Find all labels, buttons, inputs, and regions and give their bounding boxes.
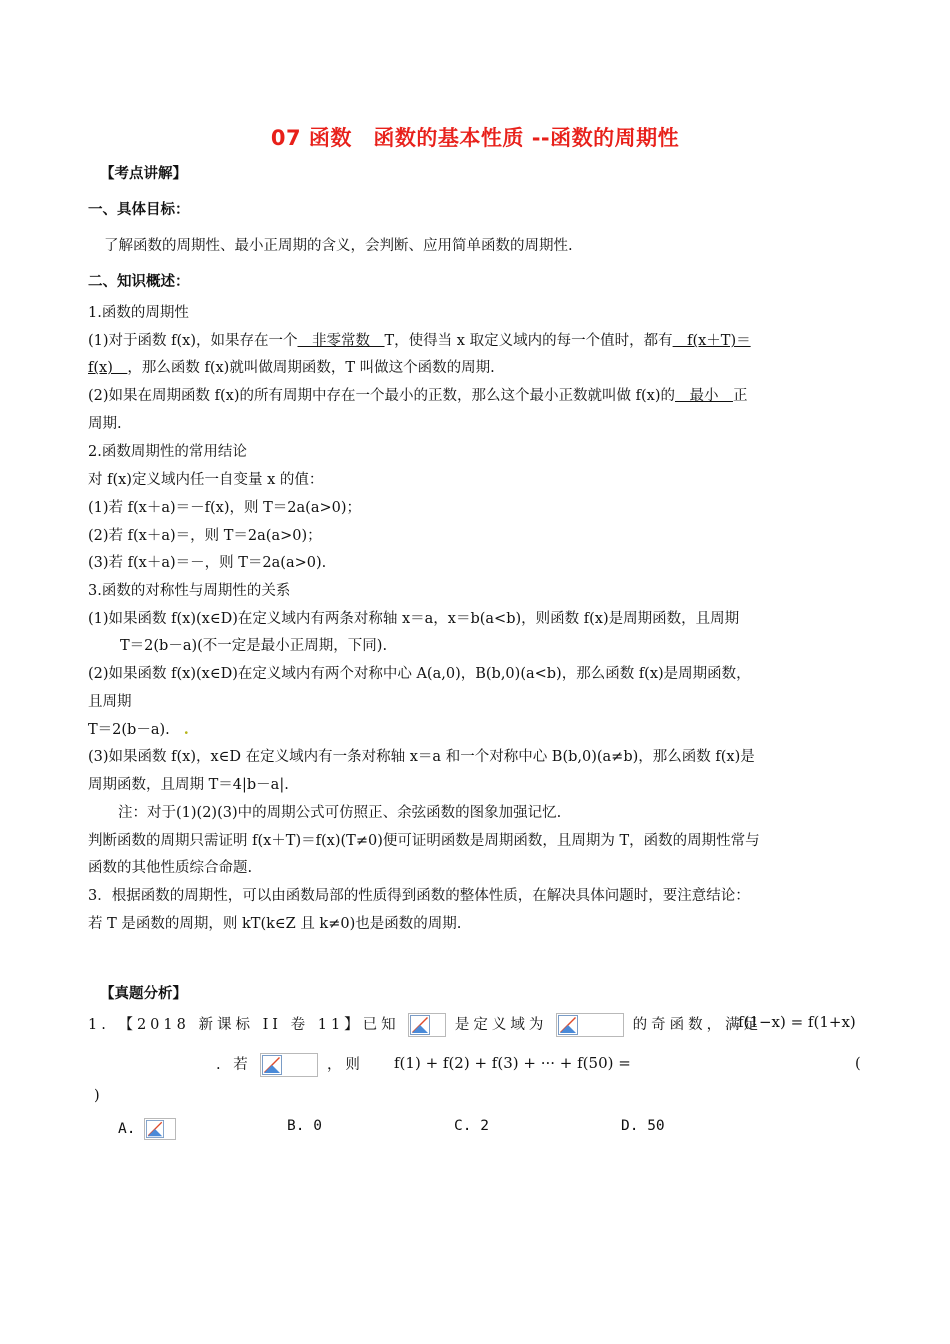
- question-1-formula-1: f(1−x) = f(1+x): [738, 1013, 856, 1031]
- k3-paragraph-1: (1)如果函数 f(x)(x∈D)在定义域内有两条对称轴 x＝a，x＝b(a<b)，则函数 f(x)是周期函数，且周期: [88, 611, 740, 627]
- k3-paragraph-1-cont: T＝2(b－a)(不一定是最小正周期，下同).: [120, 638, 388, 654]
- k1-title: 1.函数的周期性: [88, 305, 189, 321]
- option-c[interactable]: C. 2: [454, 1118, 489, 1134]
- note: 注：对于(1)(2)(3)中的周期公式可仿照正、余弦函数的图象加强记忆.: [118, 805, 562, 821]
- image-placeholder-icon: [408, 1013, 446, 1037]
- section-2-heading: 二、知识概述：: [88, 274, 190, 290]
- image-placeholder-icon: [260, 1053, 318, 1077]
- image-placeholder-icon: [556, 1013, 624, 1037]
- broken-image-icon: [410, 1015, 430, 1035]
- question-1-paren-open: (: [855, 1056, 861, 1072]
- k4-line-2: 若 T 是函数的周期，则 kT(k∈Z 且 k≠0)也是函数的周期.: [88, 916, 462, 932]
- k2-title: 2.函数周期性的常用结论: [88, 444, 247, 460]
- option-b[interactable]: B. 0: [287, 1118, 322, 1134]
- broken-image-icon: [262, 1055, 282, 1075]
- k1-paragraph-1: (1)对于函数 f(x)，如果存在一个 非零常数 T，使得当 x 取定义域内的每一个值时，都有 f(x＋T)＝: [88, 333, 751, 349]
- section-kaodian: 【考点讲解】: [100, 166, 187, 182]
- k3-paragraph-3-cont: 周期函数，且周期 T＝4|b－a|.: [88, 777, 289, 793]
- k3-paragraph-2-cont2: T＝2(b－a). .: [88, 721, 189, 738]
- k1-paragraph-2-cont: 周期.: [88, 416, 122, 432]
- judge-line-1: 判断函数的周期只需证明 f(x＋T)＝f(x)(T≠0)便可证明函数是周期函数，且周期为 T，函数的周期性常与: [88, 833, 760, 849]
- broken-image-icon: [146, 1120, 164, 1138]
- option-a[interactable]: A.: [118, 1118, 176, 1140]
- k3-title: 3.函数的对称性与周期性的关系: [88, 583, 291, 599]
- k1-paragraph-1-cont: f(x) ，那么函数 f(x)就叫做周期函数，T 叫做这个函数的周期.: [88, 360, 495, 376]
- k1-paragraph-2: (2)如果在周期函数 f(x)的所有周期中存在一个最小的正数，那么这个最小正数就叫做 f(x)的 最小 正: [88, 388, 748, 404]
- image-placeholder-icon: [144, 1118, 176, 1140]
- broken-image-icon: [558, 1015, 578, 1035]
- question-1-line-1: 1. 【2018 新课标 II 卷 11】已知 是定义域为 的奇函数，满足: [88, 1013, 762, 1037]
- k4-line-1: 3．根据函数的周期性，可以由函数局部的性质得到函数的整体性质，在解决具体问题时，要注意结论：: [88, 888, 750, 904]
- k2-intro: 对 f(x)定义域内任一自变量 x 的值：: [88, 472, 324, 488]
- question-1-formula-2: f(1) + f(2) + f(3) + ··· + f(50) =: [394, 1054, 631, 1072]
- page-title: 07 函数 函数的基本性质 --函数的周期性: [270, 126, 680, 150]
- k2-conclusion-3: (3)若 f(x＋a)＝－，则 T＝2a(a>0).: [88, 555, 327, 571]
- question-1-line-2: . 若 ，则: [216, 1053, 364, 1077]
- section-1-text: 了解函数的周期性、最小正周期的含义，会判断、应用简单函数的周期性.: [104, 238, 573, 254]
- section-1-heading: 一、具体目标：: [88, 202, 190, 218]
- option-d[interactable]: D. 50: [621, 1118, 665, 1134]
- k2-conclusion-1: (1)若 f(x＋a)＝－f(x)，则 T＝2a(a>0)；: [88, 500, 361, 516]
- judge-line-2: 函数的其他性质综合命题.: [88, 860, 253, 876]
- k3-paragraph-3: (3)如果函数 f(x)，x∈D 在定义域内有一条对称轴 x＝a 和一个对称中心 B(b,0)(a≠b)，那么函数 f(x)是: [88, 749, 755, 765]
- section-zhenti: 【真题分析】: [100, 986, 187, 1002]
- question-1-paren-close: ): [94, 1088, 100, 1104]
- k3-paragraph-2-cont: 且周期: [88, 694, 132, 710]
- k2-conclusion-2: (2)若 f(x＋a)＝，则 T＝2a(a>0)；: [88, 528, 322, 544]
- k3-paragraph-2: (2)如果函数 f(x)(x∈D)在定义域内有两个对称中心 A(a,0)，B(b,0)(a<b)，那么函数 f(x)是周期函数，: [88, 666, 751, 682]
